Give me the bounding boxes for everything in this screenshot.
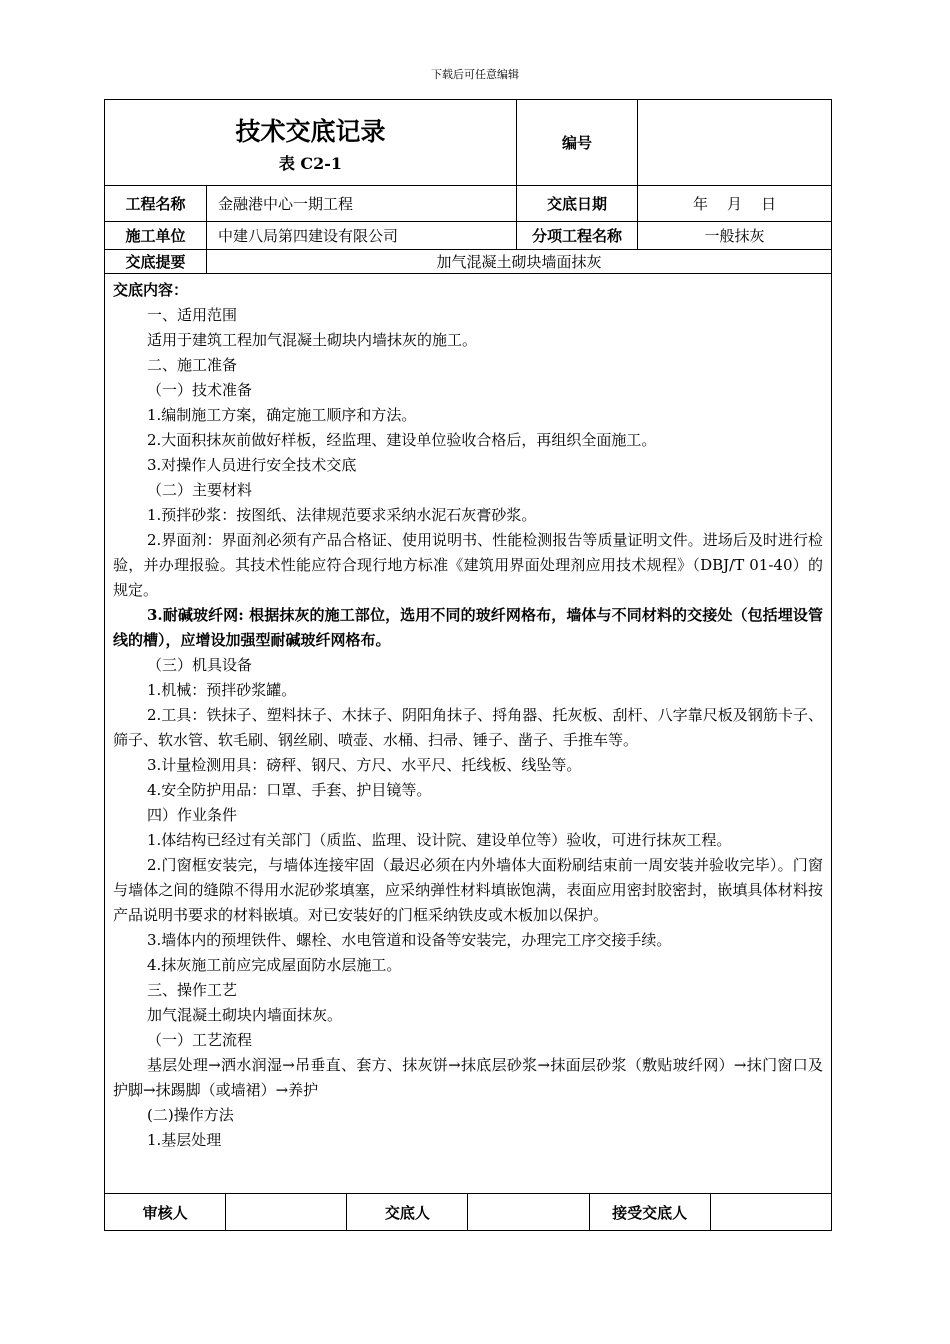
section-heading: 一、适用范围 (147, 306, 238, 324)
content-paragraph: 适用于建筑工程加气混凝土砌块内墙抹灰的施工。 (147, 331, 478, 349)
discloser-label: 交底人 (347, 1194, 468, 1231)
subsection-heading: （一）工艺流程 (147, 1031, 253, 1049)
section-heading: 二、施工准备 (147, 356, 238, 374)
content-paragraph-bold: 3.耐碱玻纤网: 根据抹灰的施工部位，选用不同的玻纤网格布，墙体与不同材料的交接处（包括埋设管线的槽），应增设加强型耐碱玻纤网格布。 (113, 606, 823, 649)
content-area (105, 274, 832, 1194)
subitem-value[interactable]: 一般抹灰 (638, 222, 832, 250)
page-header: 下载后可任意编辑 (431, 68, 519, 81)
subitem-label: 分项工程名称 (516, 222, 637, 250)
discloser-value[interactable] (468, 1194, 589, 1231)
contractor-value[interactable]: 中建八局第四建设有限公司 (206, 222, 516, 250)
content-paragraph: 4.抹灰施工前应完成屋面防水层施工。 (147, 956, 402, 974)
section-heading: 三、操作工艺 (147, 981, 238, 999)
content-paragraph: 1.体结构已经过有关部门（质监、监理、设计院、建设单位等）验收，可进行抹灰工程。 (147, 831, 732, 849)
content-paragraph: 1.机械：预拌砂浆罐。 (147, 681, 297, 699)
reviewer-value[interactable] (226, 1194, 347, 1231)
subsection-heading: 四）作业条件 (147, 806, 238, 824)
contractor-label: 施工单位 (105, 222, 207, 250)
project-name-value[interactable]: 金融港中心一期工程 (206, 186, 516, 222)
content-paragraph: 1.基层处理 (147, 1131, 222, 1149)
content-paragraph: 3.计量检测用具：磅秤、钢尺、方尺、水平尺、托线板、线坠等。 (147, 756, 582, 774)
form-title: 技术交底记录 (235, 116, 386, 146)
content-paragraph: 1.预拌砂浆：按图纸、法律规范要求采纳水泥石灰膏砂浆。 (147, 506, 537, 524)
project-name-label: 工程名称 (105, 186, 207, 222)
disclosure-form (104, 99, 832, 1231)
content-paragraph: 基层处理→洒水润湿→吊垂直、套方、抹灰饼→抹底层砂浆→抹面层砂浆（敷贴玻纤网）→抹门窗口及护脚→抹踢脚（或墙裙）→养护 (113, 1056, 823, 1099)
content-paragraph: 3.对操作人员进行安全技术交底 (147, 456, 357, 474)
reviewer-label: 审核人 (105, 1194, 226, 1231)
content-paragraph: 2.工具：铁抹子、塑料抹子、木抹子、阴阳角抹子、捋角器、托灰板、刮杆、八字靠尺板及钢筋卡子、筛子、软水管、软毛刷、钢丝刷、喷壶、水桶、扫帚、锤子、凿子、手推车等。 (113, 706, 823, 749)
subsection-heading: (二)操作方法 (147, 1106, 234, 1124)
receiver-label: 接受交底人 (589, 1194, 710, 1231)
number-value[interactable] (638, 100, 832, 186)
number-label: 编号 (516, 100, 637, 186)
date-label: 交底日期 (516, 186, 637, 222)
receiver-value[interactable] (710, 1194, 831, 1231)
summary-label: 交底提要 (105, 250, 207, 274)
content-paragraph: 3.墙体内的预埋铁件、螺栓、水电管道和设备等安装完，办理完工序交接手续。 (147, 931, 672, 949)
title-block (105, 100, 517, 186)
content-paragraph: 1.编制施工方案，确定施工顺序和方法。 (147, 406, 417, 424)
subsection-heading: （一）技术准备 (147, 381, 253, 399)
content-paragraph: 2.大面积抹灰前做好样板，经监理、建设单位验收合格后，再组织全面施工。 (147, 431, 657, 449)
form-code: 表 C2-1 (278, 153, 343, 173)
content-label: 交底内容： (113, 281, 189, 299)
content-paragraph: 2.门窗框安装完，与墙体连接牢固（最迟必须在内外墙体大面粉刷结束前一周安装并验收完毕）。门窗与墙体之间的缝隙不得用水泥砂浆填塞，应采纳弹性材料填嵌饱满，表面应用密封胶密封，嵌填具体材料按产品说明书要求的材料嵌填。对已安装好的门框采纳铁皮或木板加以保护。 (113, 856, 823, 924)
content-paragraph: 2.界面剂：界面剂必须有产品合格证、使用说明书、性能检测报告等质量证明文件。进场后及时进行检验，并办理报验。其技术性能应符合现行地方标准《建筑用界面处理剂应用技术规程》（DBJ/T 01-40）的规定。 (113, 531, 823, 599)
date-value[interactable]: 年 月 日 (638, 186, 832, 222)
content-paragraph: 加气混凝土砌块内墙面抹灰。 (147, 1006, 343, 1024)
subsection-heading: （二）主要材料 (147, 481, 253, 499)
subsection-heading: （三）机具设备 (147, 656, 253, 674)
content-paragraph: 4.安全防护用品：口罩、手套、护目镜等。 (147, 781, 432, 799)
summary-value[interactable]: 加气混凝土砌块墙面抹灰 (206, 250, 831, 274)
